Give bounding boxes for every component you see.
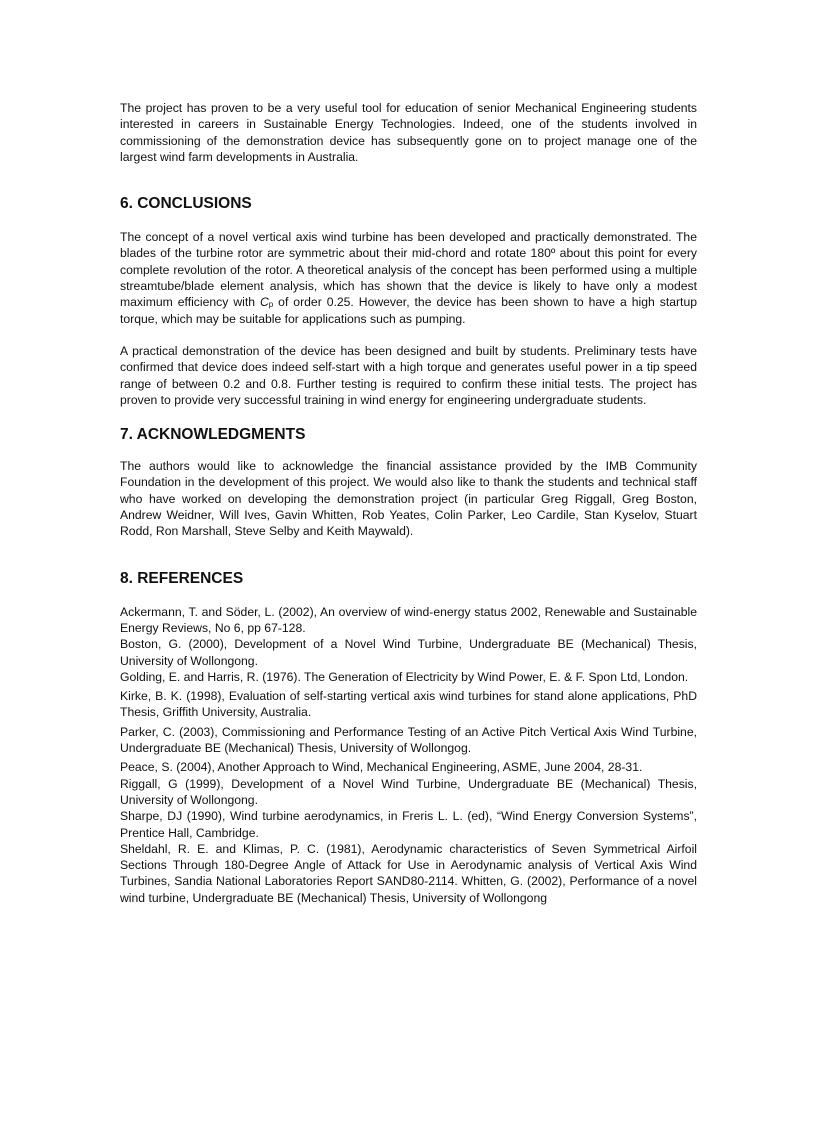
reference-item-sheldahl-whitten: Sheldahl, R. E. and Klimas, P. C. (1981), Aerodynamic characteristics of Seven Symmetrical Airfoil Sections Through 180-Degree Angle of Attack for Use in Aerodynamic analysis of Vertical Axis Wind Turbines, Sandia National Laboratories Report SAND80-2114. Whitten, G. (2002), Performance of a novel wind turbine, Undergraduate BE (Mechanical) Thesis, University of Wollongong xyxy=(120,841,697,905)
acknowledgments-paragraph: The authors would like to acknowledge the financial assistance provided by the IMB Community Foundation in the development of this project. We would also like to thank the students and technical staff who have worked on developing the demonstration project (in particular Greg Riggall, Greg Boston, Andrew Weidner, Will Ives, Gavin Whitten, Rob Yeates, Colin Parker, Leo Cardile, Stan Kyselov, Stuart Rodd, Ron Marshall, Steve Selby and Keith Maywald). xyxy=(120,459,697,539)
acknowledgments-heading: 7. ACKNOWLEDGMENTS xyxy=(120,426,306,444)
reference-item-ackermann: Ackermann, T. and Söder, L. (2002), An overview of wind-energy status 2002, Renewable and Sustainable Energy Reviews, No 6, pp 67-128. xyxy=(120,604,697,635)
reference-item-parker: Parker, C. (2003), Commissioning and Performance Testing of an Active Pitch Vertical Axis Wind Turbine, Undergraduate BE (Mechanical) Thesis, University of Wollongog. xyxy=(120,724,697,756)
references-heading: 8. REFERENCES xyxy=(120,569,244,587)
conclusions-p1-before: The concept of a novel vertical axis wind turbine has been developed and practically demonstrated. The blades of the turbine rotor are symmetric about their mid-chord and rotate 180º about this point for every complete revolution of the rotor. A theoretical analysis of the concept has been performed using a multiple streamtube/blade element analysis, which has shown that the device is likely to have only a modest maximum efficiency with xyxy=(120,230,697,310)
conclusions-paragraph-1 xyxy=(120,229,697,327)
cp-symbol-subscript: p xyxy=(268,300,274,310)
conclusions-heading: 6. CONCLUSIONS xyxy=(120,195,252,213)
reference-item-golding: Golding, E. and Harris, R. (1976). The Generation of Electricity by Wind Power, E. & F. Spon Ltd, London. xyxy=(120,669,689,684)
intro-paragraph: The project has proven to be a very useful tool for education of senior Mechanical Engineering students interested in careers in Sustainable Energy Technologies. Indeed, one of the students involved in commissioning of the demonstration device has subsequently gone on to project manage one of the largest wind farm developments in Australia. xyxy=(120,101,697,164)
cp-symbol: C xyxy=(259,295,269,310)
reference-item-boston: Boston, G. (2000), Development of a Novel Wind Turbine, Undergraduate BE (Mechanical) Thesis, University of Wollongong. xyxy=(120,637,697,668)
reference-item-sharpe: Sharpe, DJ (1990), Wind turbine aerodynamics, in Freris L. L. (ed), “Wind Energy Conversion Systems”, Prentice Hall, Cambridge. xyxy=(120,809,697,840)
reference-item-peace: Peace, S. (2004), Another Approach to Wind, Mechanical Engineering, ASME, June 2004, 28-31. xyxy=(120,760,643,775)
conclusions-paragraph-2: A practical demonstration of the device has been designed and built by students. Preliminary tests have confirmed that device does indeed self-start with a high torque and generates useful power in a tip speed range of between 0.2 and 0.8. Further testing is required to confirm these initial tests. The project has proven to provide very successful training in wind energy for engineering undergraduate students. xyxy=(120,343,697,407)
page-content xyxy=(120,100,697,906)
references-list xyxy=(120,604,697,906)
conclusions-p1-after: of order 0.25. However, the device has been shown to have a high startup torque, which may be suitable for applications such as pumping. xyxy=(120,295,697,326)
reference-item-kirke: Kirke, B. K. (1998), Evaluation of self-starting vertical axis wind turbines for stand alone applications, PhD Thesis, Griffith University, Australia. xyxy=(120,689,697,720)
reference-item-riggall: Riggall, G (1999), Development of a Novel Wind Turbine, Undergraduate BE (Mechanical) Thesis, University of Wollongong. xyxy=(120,776,697,807)
